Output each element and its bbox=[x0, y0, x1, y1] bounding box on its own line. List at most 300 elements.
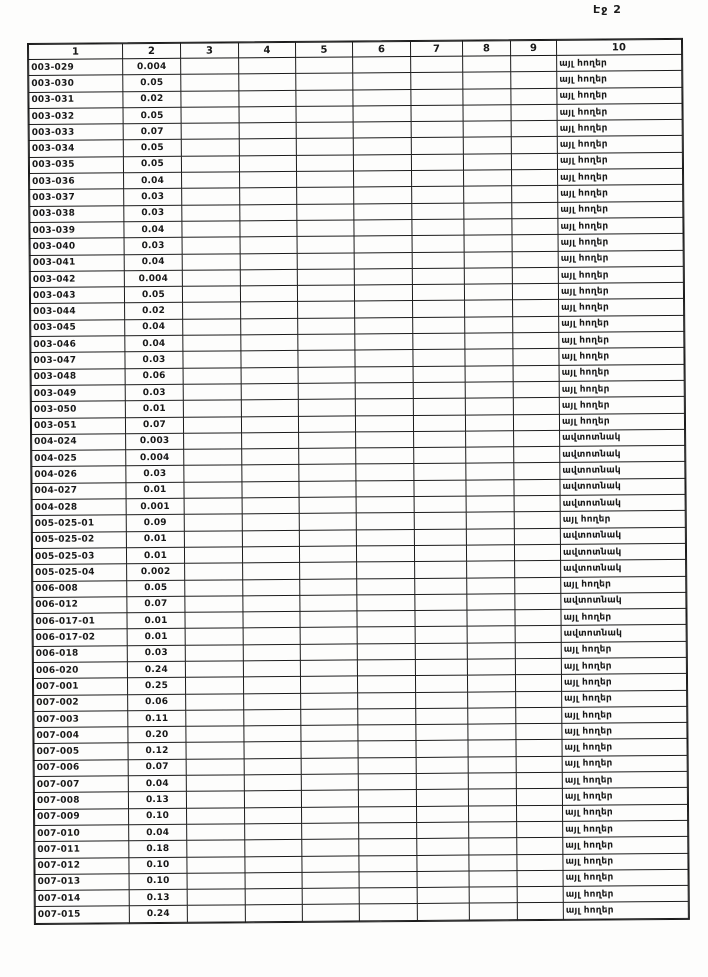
empty-cell bbox=[354, 236, 412, 253]
empty-cell bbox=[416, 741, 468, 758]
empty-cell bbox=[469, 838, 517, 855]
empty-cell bbox=[465, 300, 513, 317]
empty-cell bbox=[244, 709, 301, 726]
empty-cell bbox=[183, 302, 241, 319]
empty-cell bbox=[468, 724, 516, 741]
empty-cell bbox=[357, 611, 415, 628]
land-type-cell: այլ հողեր bbox=[559, 299, 684, 316]
area-value-cell: 0.05 bbox=[123, 140, 181, 157]
empty-cell bbox=[513, 349, 559, 366]
empty-cell bbox=[465, 333, 513, 350]
empty-cell bbox=[468, 805, 516, 822]
empty-cell bbox=[415, 675, 467, 692]
empty-cell bbox=[416, 724, 468, 741]
parcel-id-cell: 003-040 bbox=[30, 238, 124, 255]
empty-cell bbox=[301, 693, 358, 710]
empty-cell bbox=[239, 74, 296, 91]
empty-cell bbox=[353, 105, 411, 122]
empty-cell bbox=[181, 90, 239, 107]
area-value-cell: 0.05 bbox=[123, 156, 181, 173]
empty-cell bbox=[465, 398, 513, 415]
empty-cell bbox=[515, 675, 561, 692]
empty-cell bbox=[415, 626, 467, 643]
empty-cell bbox=[186, 710, 244, 727]
empty-cell bbox=[355, 334, 413, 351]
empty-cell bbox=[514, 446, 560, 463]
empty-cell bbox=[517, 821, 563, 838]
empty-cell bbox=[245, 889, 302, 906]
empty-cell bbox=[512, 235, 558, 252]
area-value-cell: 0.01 bbox=[126, 531, 184, 548]
empty-cell bbox=[514, 512, 560, 529]
land-type-cell: այլ հողեր bbox=[559, 397, 684, 414]
empty-cell bbox=[302, 823, 359, 840]
empty-cell bbox=[515, 642, 561, 659]
empty-cell bbox=[412, 284, 464, 301]
empty-cell bbox=[356, 545, 414, 562]
empty-cell bbox=[240, 220, 297, 237]
empty-cell bbox=[239, 90, 296, 107]
empty-cell bbox=[300, 595, 357, 612]
land-type-cell: այլ հողեր bbox=[563, 820, 688, 837]
land-type-cell: այլ հողեր bbox=[558, 217, 683, 234]
land-type-cell: այլ հողեր bbox=[561, 576, 686, 593]
empty-cell bbox=[517, 854, 563, 871]
empty-cell bbox=[242, 514, 299, 531]
empty-cell bbox=[517, 903, 563, 920]
parcel-id-cell: 005-025-02 bbox=[32, 531, 126, 548]
parcel-id-cell: 003-042 bbox=[30, 271, 124, 288]
empty-cell bbox=[184, 547, 242, 564]
empty-cell bbox=[300, 611, 357, 628]
empty-cell bbox=[355, 415, 413, 432]
area-value-cell: 0.04 bbox=[125, 319, 183, 336]
empty-cell bbox=[412, 203, 464, 220]
land-type-cell: այլ հողեր bbox=[563, 902, 688, 919]
empty-cell bbox=[355, 366, 413, 383]
empty-cell bbox=[242, 449, 299, 466]
land-type-cell: այլ հողեր bbox=[557, 103, 682, 120]
empty-cell bbox=[515, 593, 561, 610]
empty-cell bbox=[467, 659, 515, 676]
empty-cell bbox=[359, 855, 417, 872]
empty-cell bbox=[511, 121, 557, 138]
empty-cell bbox=[515, 626, 561, 643]
empty-cell bbox=[298, 367, 355, 384]
empty-cell bbox=[183, 400, 241, 417]
land-type-cell: այլ հողեր bbox=[563, 869, 688, 886]
empty-cell bbox=[301, 774, 358, 791]
empty-cell bbox=[185, 661, 243, 678]
empty-cell bbox=[354, 268, 412, 285]
empty-cell bbox=[183, 351, 241, 368]
area-value-cell: 0.01 bbox=[127, 612, 185, 629]
land-type-cell: այլ հողեր bbox=[557, 54, 682, 71]
empty-cell bbox=[187, 873, 245, 890]
empty-cell bbox=[511, 153, 557, 170]
empty-cell bbox=[511, 72, 557, 89]
empty-cell bbox=[417, 887, 469, 904]
area-value-cell: 0.03 bbox=[127, 645, 185, 662]
empty-cell bbox=[244, 726, 301, 743]
empty-cell bbox=[464, 251, 512, 268]
empty-cell bbox=[186, 726, 244, 743]
empty-cell bbox=[512, 218, 558, 235]
parcel-id-cell: 004-024 bbox=[32, 434, 126, 451]
empty-cell bbox=[296, 73, 353, 90]
empty-cell bbox=[516, 805, 562, 822]
empty-cell bbox=[513, 381, 559, 398]
empty-cell bbox=[463, 137, 511, 154]
empty-cell bbox=[414, 512, 466, 529]
empty-cell bbox=[414, 545, 466, 562]
empty-cell bbox=[416, 692, 468, 709]
empty-cell bbox=[353, 73, 411, 90]
empty-cell bbox=[413, 366, 465, 383]
empty-cell bbox=[353, 56, 411, 73]
empty-cell bbox=[517, 838, 563, 855]
parcel-id-cell: 007-011 bbox=[35, 841, 129, 858]
empty-cell bbox=[511, 104, 557, 121]
area-value-cell: 0.03 bbox=[125, 384, 183, 401]
parcel-id-cell: 007-010 bbox=[35, 825, 129, 842]
empty-cell bbox=[411, 105, 463, 122]
empty-cell bbox=[467, 593, 515, 610]
parcel-id-cell: 006-008 bbox=[33, 580, 127, 597]
land-type-cell: այլ հողեր bbox=[557, 71, 682, 88]
empty-cell bbox=[187, 889, 245, 906]
empty-cell bbox=[241, 383, 298, 400]
land-type-cell: այլ հողեր bbox=[562, 706, 687, 723]
parcel-id-cell: 007-007 bbox=[34, 776, 128, 793]
empty-cell bbox=[463, 88, 511, 105]
land-registry-table bbox=[28, 39, 689, 924]
empty-cell bbox=[412, 252, 464, 269]
empty-cell bbox=[354, 171, 412, 188]
parcel-id-cell: 007-015 bbox=[35, 906, 129, 923]
empty-cell bbox=[416, 708, 468, 725]
area-value-cell: 0.06 bbox=[128, 694, 186, 711]
empty-cell bbox=[464, 235, 512, 252]
empty-cell bbox=[245, 840, 302, 857]
parcel-id-cell: 007-003 bbox=[34, 711, 128, 728]
column-header-3: 3 bbox=[180, 43, 238, 58]
empty-cell bbox=[516, 789, 562, 806]
empty-cell bbox=[417, 903, 469, 920]
empty-cell bbox=[245, 872, 302, 889]
empty-cell bbox=[243, 628, 300, 645]
empty-cell bbox=[244, 693, 301, 710]
empty-cell bbox=[181, 156, 239, 173]
empty-cell bbox=[187, 824, 245, 841]
parcel-id-cell: 007-006 bbox=[34, 760, 128, 777]
empty-cell bbox=[414, 480, 466, 497]
parcel-id-cell: 003-045 bbox=[31, 319, 125, 336]
empty-cell bbox=[511, 137, 557, 154]
parcel-id-cell: 007-008 bbox=[34, 792, 128, 809]
empty-cell bbox=[182, 253, 240, 270]
empty-cell bbox=[413, 333, 465, 350]
empty-cell bbox=[359, 888, 417, 905]
empty-cell bbox=[243, 579, 300, 596]
area-value-cell: 0.07 bbox=[123, 123, 181, 140]
empty-cell bbox=[357, 594, 415, 611]
land-type-cell: այլ հողեր bbox=[562, 771, 687, 788]
land-type-cell: ավտոտնակ bbox=[560, 527, 685, 544]
area-value-cell: 0.003 bbox=[126, 433, 184, 450]
parcel-id-cell: 006-012 bbox=[33, 597, 127, 614]
parcel-id-cell: 007-001 bbox=[33, 678, 127, 695]
land-type-cell: այլ հողեր bbox=[562, 755, 687, 772]
empty-cell bbox=[300, 627, 357, 644]
empty-cell bbox=[358, 692, 416, 709]
parcel-id-cell: 006-020 bbox=[33, 662, 127, 679]
empty-cell bbox=[464, 170, 512, 187]
empty-cell bbox=[187, 840, 245, 857]
empty-cell bbox=[513, 316, 559, 333]
parcel-id-cell: 003-032 bbox=[29, 108, 123, 125]
empty-cell bbox=[181, 139, 239, 156]
empty-cell bbox=[244, 742, 301, 759]
empty-cell bbox=[298, 383, 355, 400]
area-value-cell: 0.13 bbox=[128, 792, 186, 809]
area-value-cell: 0.25 bbox=[127, 678, 185, 695]
land-type-cell: այլ հողեր bbox=[561, 674, 686, 691]
empty-cell bbox=[354, 187, 412, 204]
empty-cell bbox=[298, 350, 355, 367]
area-value-cell: 0.04 bbox=[124, 172, 182, 189]
empty-cell bbox=[516, 756, 562, 773]
empty-cell bbox=[297, 204, 354, 221]
area-value-cell: 0.04 bbox=[124, 221, 182, 238]
area-value-cell: 0.05 bbox=[123, 107, 181, 124]
empty-cell bbox=[185, 563, 243, 580]
empty-cell bbox=[301, 758, 358, 775]
empty-cell bbox=[412, 219, 464, 236]
empty-cell bbox=[359, 871, 417, 888]
area-value-cell: 0.18 bbox=[129, 841, 187, 858]
empty-cell bbox=[184, 482, 242, 499]
land-type-cell: այլ հողեր bbox=[557, 136, 682, 153]
empty-cell bbox=[356, 480, 414, 497]
empty-cell bbox=[240, 188, 297, 205]
empty-cell bbox=[184, 433, 242, 450]
empty-cell bbox=[245, 856, 302, 873]
area-value-cell: 0.02 bbox=[125, 303, 183, 320]
empty-cell bbox=[185, 596, 243, 613]
column-header-4: 4 bbox=[238, 42, 295, 57]
empty-cell bbox=[516, 707, 562, 724]
empty-cell bbox=[302, 839, 359, 856]
empty-cell bbox=[517, 870, 563, 887]
empty-cell bbox=[300, 578, 357, 595]
empty-cell bbox=[412, 170, 464, 187]
empty-cell bbox=[296, 90, 353, 107]
empty-cell bbox=[417, 855, 469, 872]
empty-cell bbox=[515, 561, 561, 578]
empty-cell bbox=[464, 186, 512, 203]
area-value-cell: 0.05 bbox=[127, 580, 185, 597]
empty-cell bbox=[182, 270, 240, 287]
empty-cell bbox=[413, 317, 465, 334]
column-header-6: 6 bbox=[352, 41, 410, 56]
empty-cell bbox=[242, 530, 299, 547]
empty-cell bbox=[354, 219, 412, 236]
empty-cell bbox=[243, 660, 300, 677]
land-type-cell: այլ հողեր bbox=[558, 168, 683, 185]
parcel-id-cell: 003-051 bbox=[31, 417, 125, 434]
empty-cell bbox=[300, 562, 357, 579]
empty-cell bbox=[301, 741, 358, 758]
empty-cell bbox=[468, 740, 516, 757]
empty-cell bbox=[469, 854, 517, 871]
empty-cell bbox=[356, 431, 414, 448]
area-value-cell: 0.10 bbox=[129, 873, 187, 890]
empty-cell bbox=[298, 399, 355, 416]
area-value-cell: 0.10 bbox=[129, 857, 187, 874]
empty-cell bbox=[241, 400, 298, 417]
parcel-id-cell: 004-028 bbox=[32, 499, 126, 516]
empty-cell bbox=[243, 563, 300, 580]
empty-cell bbox=[240, 204, 297, 221]
empty-cell bbox=[299, 481, 356, 498]
area-value-cell: 0.004 bbox=[126, 449, 184, 466]
empty-cell bbox=[467, 610, 515, 627]
land-type-cell: այլ հողեր bbox=[559, 380, 684, 397]
empty-cell bbox=[412, 186, 464, 203]
column-header-9: 9 bbox=[510, 40, 556, 55]
empty-cell bbox=[466, 512, 514, 529]
empty-cell bbox=[185, 628, 243, 645]
area-value-cell: 0.13 bbox=[129, 889, 187, 906]
land-type-cell: այլ հողեր bbox=[558, 185, 683, 202]
empty-cell bbox=[414, 447, 466, 464]
land-type-cell: այլ հողեր bbox=[562, 804, 687, 821]
empty-cell bbox=[413, 349, 465, 366]
empty-cell bbox=[297, 171, 354, 188]
empty-cell bbox=[514, 495, 560, 512]
parcel-id-cell: 003-048 bbox=[31, 368, 125, 385]
area-value-cell: 0.04 bbox=[124, 254, 182, 271]
empty-cell bbox=[359, 904, 417, 921]
empty-cell bbox=[513, 332, 559, 349]
parcel-id-cell: 006-017-01 bbox=[33, 613, 127, 630]
empty-cell bbox=[356, 529, 414, 546]
empty-cell bbox=[515, 577, 561, 594]
empty-cell bbox=[184, 449, 242, 466]
empty-cell bbox=[512, 283, 558, 300]
column-header-1: 1 bbox=[29, 44, 123, 60]
parcel-id-cell: 003-036 bbox=[30, 173, 124, 190]
empty-cell bbox=[356, 448, 414, 465]
empty-cell bbox=[411, 56, 463, 73]
empty-cell bbox=[182, 172, 240, 189]
empty-cell bbox=[239, 139, 296, 156]
empty-cell bbox=[296, 138, 353, 155]
empty-cell bbox=[416, 757, 468, 774]
empty-cell bbox=[465, 316, 513, 333]
empty-cell bbox=[512, 186, 558, 203]
land-type-cell: այլ հողեր bbox=[557, 152, 682, 169]
area-value-cell: 0.01 bbox=[125, 401, 183, 418]
empty-cell bbox=[302, 872, 359, 889]
empty-cell bbox=[297, 269, 354, 286]
land-type-cell: ավտոտնակ bbox=[560, 494, 685, 511]
empty-cell bbox=[511, 55, 557, 72]
parcel-id-cell: 003-044 bbox=[31, 303, 125, 320]
land-type-cell: այլ հողեր bbox=[558, 201, 683, 218]
area-value-cell: 0.03 bbox=[126, 466, 184, 483]
area-value-cell: 0.20 bbox=[128, 726, 186, 743]
parcel-id-cell: 003-050 bbox=[31, 401, 125, 418]
empty-cell bbox=[245, 905, 302, 922]
land-type-cell: այլ հողեր bbox=[557, 120, 682, 137]
empty-cell bbox=[469, 887, 517, 904]
area-value-cell: 0.12 bbox=[128, 743, 186, 760]
empty-cell bbox=[301, 709, 358, 726]
parcel-id-cell: 003-049 bbox=[31, 385, 125, 402]
land-type-cell: այլ հողեր bbox=[560, 511, 685, 528]
empty-cell bbox=[411, 89, 463, 106]
empty-cell bbox=[464, 268, 512, 285]
empty-cell bbox=[466, 545, 514, 562]
parcel-id-cell: 007-013 bbox=[35, 874, 129, 891]
empty-cell bbox=[358, 790, 416, 807]
empty-cell bbox=[411, 138, 463, 155]
land-type-cell: ավտոտնակ bbox=[560, 478, 685, 495]
empty-cell bbox=[359, 839, 417, 856]
empty-cell bbox=[466, 431, 514, 448]
empty-cell bbox=[182, 188, 240, 205]
empty-cell bbox=[241, 302, 298, 319]
empty-cell bbox=[512, 202, 558, 219]
parcel-id-cell: 004-026 bbox=[32, 466, 126, 483]
parcel-id-cell: 007-005 bbox=[34, 743, 128, 760]
land-type-cell: ավտոտնակ bbox=[560, 543, 685, 560]
parcel-id-cell: 004-027 bbox=[32, 482, 126, 499]
parcel-id-cell: 006-018 bbox=[33, 645, 127, 662]
empty-cell bbox=[466, 479, 514, 496]
area-value-cell: 0.10 bbox=[129, 808, 187, 825]
empty-cell bbox=[466, 496, 514, 513]
empty-cell bbox=[358, 708, 416, 725]
land-type-cell: այլ հողեր bbox=[562, 690, 687, 707]
empty-cell bbox=[181, 123, 239, 140]
page-number: Էջ 2 bbox=[593, 3, 622, 16]
empty-cell bbox=[243, 595, 300, 612]
empty-cell bbox=[356, 464, 414, 481]
empty-cell bbox=[513, 414, 559, 431]
empty-cell bbox=[516, 724, 562, 741]
empty-cell bbox=[243, 644, 300, 661]
empty-cell bbox=[463, 56, 511, 73]
empty-cell bbox=[354, 252, 412, 269]
empty-cell bbox=[463, 153, 511, 170]
area-value-cell: 0.04 bbox=[129, 824, 187, 841]
empty-cell bbox=[464, 219, 512, 236]
empty-cell bbox=[239, 106, 296, 123]
empty-cell bbox=[186, 759, 244, 776]
land-type-cell: այլ հողեր bbox=[559, 364, 684, 381]
empty-cell bbox=[240, 237, 297, 254]
land-type-cell: այլ հողեր bbox=[561, 608, 686, 625]
parcel-id-cell: 003-033 bbox=[29, 124, 123, 141]
empty-cell bbox=[181, 58, 239, 75]
parcel-id-cell: 007-009 bbox=[35, 808, 129, 825]
empty-cell bbox=[302, 807, 359, 824]
empty-cell bbox=[240, 269, 297, 286]
empty-cell bbox=[356, 496, 414, 513]
